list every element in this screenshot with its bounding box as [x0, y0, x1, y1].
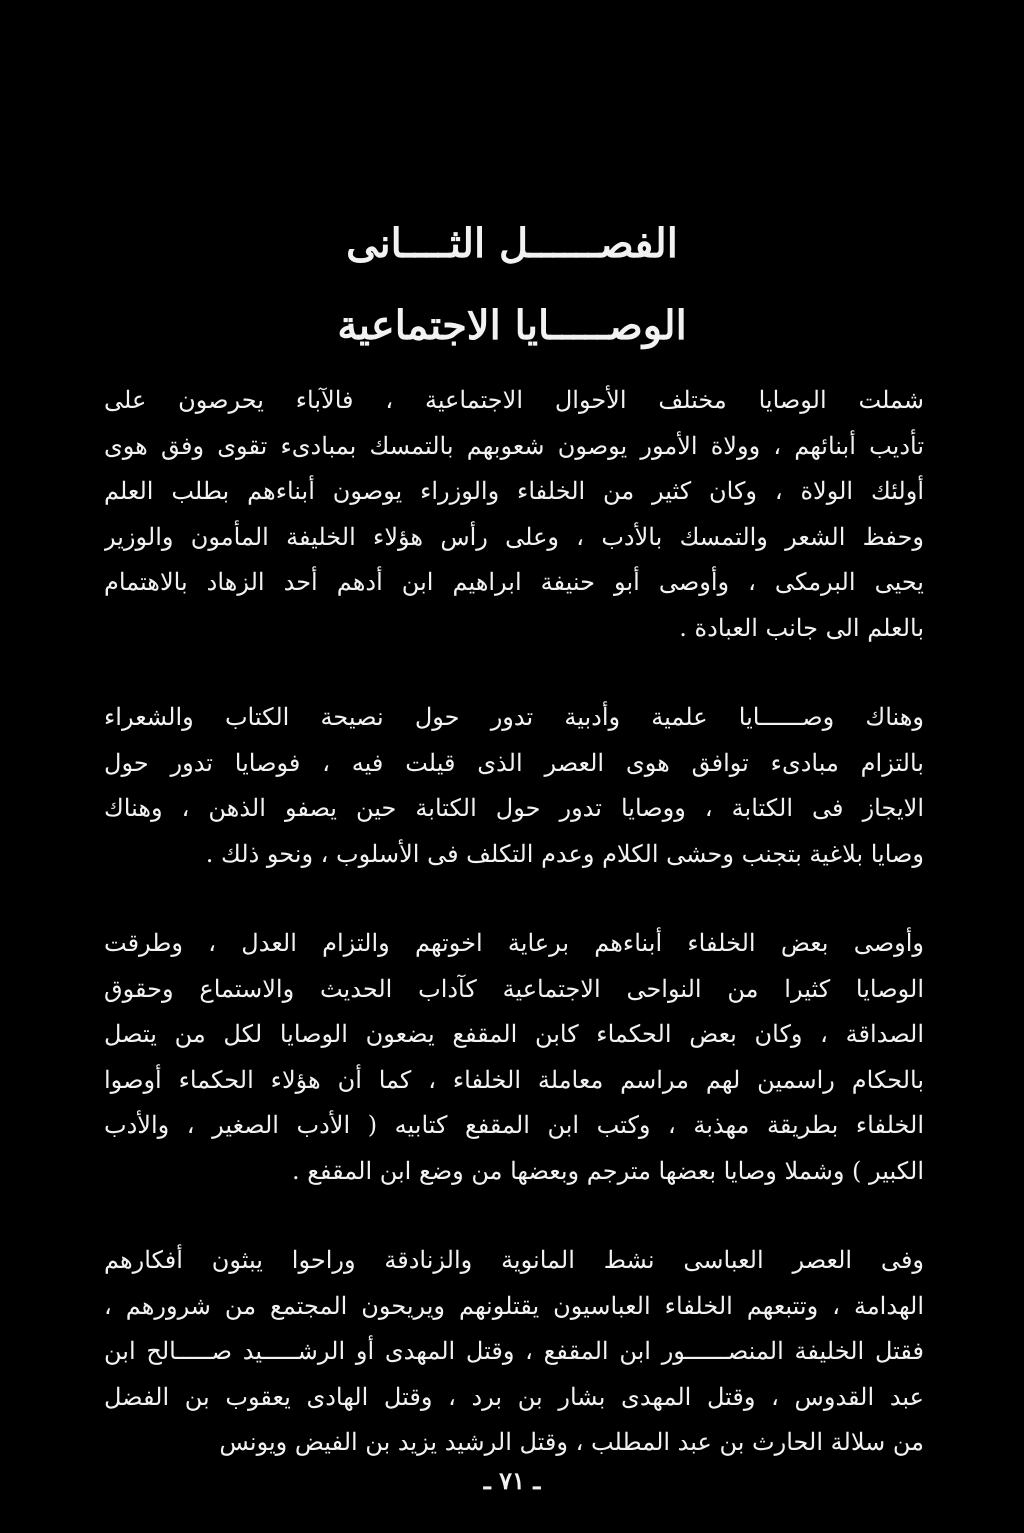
text-line: وصايا بلاغية بتجنب وحشى الكلام وعدم التكلف فى الأسلوب ، ونحو ذلك . — [205, 839, 924, 868]
page-number: ـ ٧١ ـ — [483, 1466, 541, 1495]
text-line: الوصايا كثيرا من النواحى الاجتماعية كآداب الحديث والاستماع وحقوق — [104, 974, 924, 1003]
text-line: وهناك وصــــــايا علمية وأدبية تدور حول نصيحة الكتاب والشعراء — [104, 703, 924, 731]
text-line: الايجاز فى الكتابة ، ووصايا تدور حول الكتابة حين يصفو الذهن ، وهناك — [104, 794, 924, 822]
text-line: شملت الوصايا مختلف الأحوال الاجتماعية ، فالآباء يحرصون على — [104, 386, 924, 414]
text-line: عبد القدوس ، وقتل المهدى بشار بن برد ، وقتل الهادى يعقوب بن الفضل — [104, 1382, 924, 1411]
text-line: بالتزام مبادىء توافق هوى العصر الذى قيلت فيه ، فوصايا تدور حول — [104, 748, 924, 777]
title-block — [0, 218, 1024, 352]
text-line: تأديب أبنائهم ، وولاة الأمور يوصون شعوبهم بالتمسك بمبادىء تقوى وفق هوى — [104, 431, 924, 460]
paragraph — [104, 378, 924, 651]
body-text — [104, 378, 924, 1510]
text-line: وحفظ الشعر والتمسك بالأدب ، وعلى رأس هؤلاء الخليفة المأمون والوزير — [104, 522, 924, 551]
text-line: الصداقة ، وكان بعض الحكماء كابن المقفع يضعون الوصايا لكل من يتصل — [104, 1020, 924, 1048]
text-line: وأوصى بعض الخلفاء أبناءهم برعاية اخوتهم والتزام العدل ، وطرقت — [104, 929, 924, 957]
text-line: الخلفاء بطريقة مهذبة ، وكتب ابن المقفع كتابيه ( الأدب الصغير ، والأدب — [104, 1111, 924, 1139]
paragraph — [104, 1238, 924, 1466]
paragraph — [104, 695, 924, 877]
text-line: أولئك الولاة ، وكان كثير من الخلفاء والوزراء يوصون أبناءهم بطلب العلم — [104, 477, 924, 505]
section-title: الوصـــــايا الاجتماعية — [337, 302, 687, 349]
paragraph — [104, 921, 924, 1194]
text-line: وفى العصر العباسى نشط المانوية والزنادقة وراحوا يبثون أفكارهم — [104, 1246, 924, 1274]
text-line: الهدامة ، وتتبعهم الخلفاء العباسيون يقتلونهم ويريحون المجتمع من شرورهم ، — [104, 1291, 924, 1320]
text-line: الكبير ) وشملا وصايا بعضها مترجم وبعضها من وضع ابن المقفع . — [291, 1156, 924, 1185]
text-line: بالعلم الى جانب العبادة . — [679, 613, 924, 642]
chapter-title: الفصــــــل الثــــانى — [346, 220, 678, 267]
text-line: بالحكام راسمين لهم مراسم معاملة الخلفاء ، كما أن هؤلاء الحكماء أوصوا — [104, 1065, 924, 1094]
text-line: فقتل الخليفة المنصــــــور ابن المقفع ، وقتل المهدى أو الرشـــــيد صـــــالح ابن — [104, 1337, 924, 1365]
text-line: يحيى البرمكى ، وأوصى أبو حنيفة ابراهيم ابن أدهم أحد الزهاد بالاهتمام — [104, 568, 924, 596]
text-line: من سلالة الحارث بن عبد المطلب ، وقتل الرشيد يزيد بن الفيض ويونس — [219, 1428, 924, 1456]
